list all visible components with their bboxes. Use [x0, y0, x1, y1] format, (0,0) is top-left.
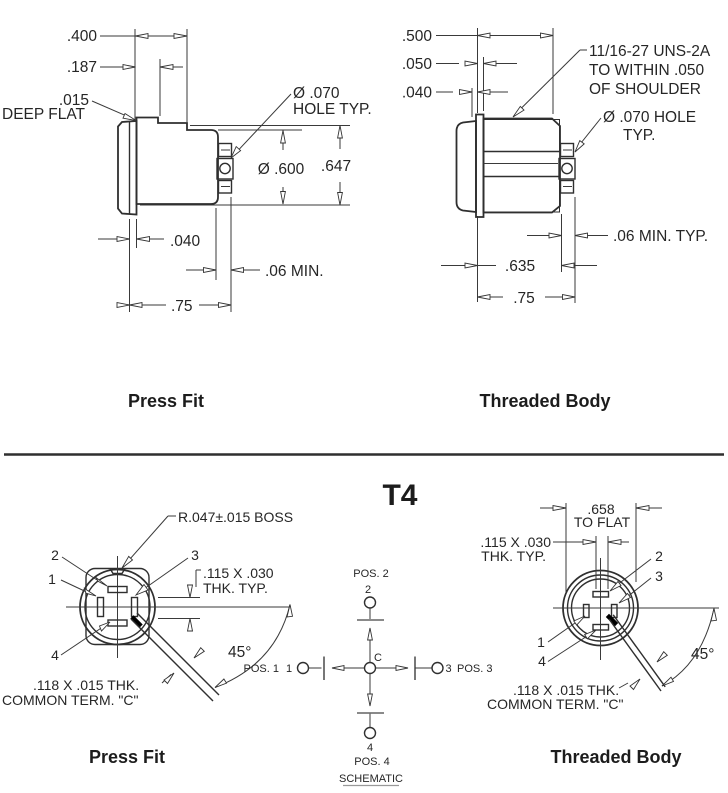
hole-note-line2: TYP. [623, 127, 656, 144]
thread-note-line1: 11/16-27 UNS-2A [589, 43, 711, 60]
dim-06min-label: .06 MIN. TYP. [613, 228, 709, 245]
angle-arc [215, 605, 293, 688]
pos-3-label: POS. 3 [457, 663, 493, 675]
dim-040-label: .040 [401, 84, 432, 102]
common-note-line1: .118 X .015 THK. [513, 682, 620, 698]
dim-050-label: .050 [401, 56, 432, 73]
dim-040-label: .040 [170, 233, 201, 250]
threaded-body-outline [484, 119, 561, 213]
pos4-node [365, 728, 376, 739]
terminal-4-label: 4 [51, 647, 59, 663]
schematic-caption: SCHEMATIC [339, 773, 403, 785]
angle-label: 45° [691, 646, 715, 663]
dim-75-label: .75 [513, 290, 535, 307]
common-note-line2: COMMON TERM. "C" [487, 696, 624, 712]
common-label: C [374, 652, 382, 664]
terminal-hole [220, 163, 230, 173]
hole-note-line1: Ø .070 HOLE [603, 109, 697, 126]
press-fit-bottom-view [2, 509, 293, 767]
angle-label: 45° [228, 644, 252, 661]
common-node [365, 663, 376, 674]
threaded-bottom-view [480, 501, 719, 767]
dim-187-label: .187 [66, 59, 97, 76]
hole-note-line2: HOLE TYP. [293, 101, 372, 118]
terminal-1-label: 1 [537, 634, 545, 650]
thread-note-line3: OF SHOULDER [589, 81, 701, 98]
dim-75-label: .75 [171, 298, 193, 315]
threaded-side-view [402, 28, 711, 411]
threaded-side-caption: Threaded Body [479, 391, 611, 411]
hole-note-line1: Ø .070 [293, 85, 340, 102]
pos-1-label: POS. 1 [243, 663, 279, 675]
common-terminal-line [137, 613, 219, 695]
common-terminal-line [609, 619, 661, 691]
schematic-diagram [244, 568, 493, 786]
pos-3-number: 3 [445, 663, 452, 675]
pos-2-number: 2 [364, 584, 372, 596]
threaded-cap [457, 121, 477, 212]
press-fit-side-caption: Press Fit [127, 391, 205, 411]
pos1-node [298, 663, 309, 674]
thk-note-line1: .115 X .030 [203, 565, 274, 581]
common-note-line1: .118 X .015 THK. [33, 677, 140, 693]
pos3-node [432, 663, 443, 674]
terminal-3-label: 3 [191, 547, 199, 563]
dim-647-label: .647 [320, 158, 352, 175]
dim-635-label: .635 [504, 258, 536, 275]
terminal-2-label: 2 [655, 548, 663, 564]
thk-note-line2: THK. TYP. [481, 548, 546, 564]
pos2-node [365, 597, 376, 608]
dim-06min-label: .06 MIN. [265, 263, 324, 280]
dim-400-label: .400 [66, 28, 97, 45]
thk-note-line1: .115 X .030 [480, 534, 551, 550]
terminal-1-label: 1 [48, 571, 56, 587]
terminal-2-label: 2 [51, 547, 59, 563]
deep-flat-label: DEEP FLAT [2, 106, 85, 123]
dim-015-label: .015 [58, 92, 89, 109]
thread-hatch-top [484, 120, 560, 152]
thread-hatch-bottom [484, 177, 560, 213]
threaded-terminals [559, 144, 575, 194]
boss-note-label: R.047±.015 BOSS [178, 509, 294, 525]
terminal-3-label: 3 [655, 568, 663, 584]
press-fit-body-outline [137, 118, 219, 205]
terminal-4-label: 4 [538, 653, 546, 669]
threaded-washer [476, 115, 484, 218]
pos-2-label: POS. 2 [353, 568, 389, 580]
terminal-hole [562, 163, 572, 173]
threaded-bottom-caption: Threaded Body [550, 747, 682, 767]
pos-4-number: 4 [366, 742, 374, 754]
common-terminal-line [613, 615, 665, 687]
press-fit-terminals [217, 144, 233, 194]
common-terminal-line [131, 619, 213, 701]
thread-note-line2: TO WITHIN .050 [589, 62, 705, 79]
pos-1-number: 1 [285, 663, 293, 675]
section-title: T4 [382, 479, 418, 512]
common-note-line2: COMMON TERM. "C" [2, 692, 139, 708]
thk-note-line2: THK. TYP. [203, 580, 268, 596]
pos-4-label: POS. 4 [354, 756, 390, 768]
press-fit-bottom-caption: Press Fit [88, 747, 166, 767]
dim-658-label: .658 [587, 501, 615, 517]
dia-600-label: Ø .600 [257, 161, 305, 178]
press-fit-side-view [2, 28, 372, 411]
press-fit-flange [118, 121, 137, 215]
to-flat-label: TO FLAT [573, 514, 631, 530]
dim-500-label: .500 [401, 28, 432, 45]
